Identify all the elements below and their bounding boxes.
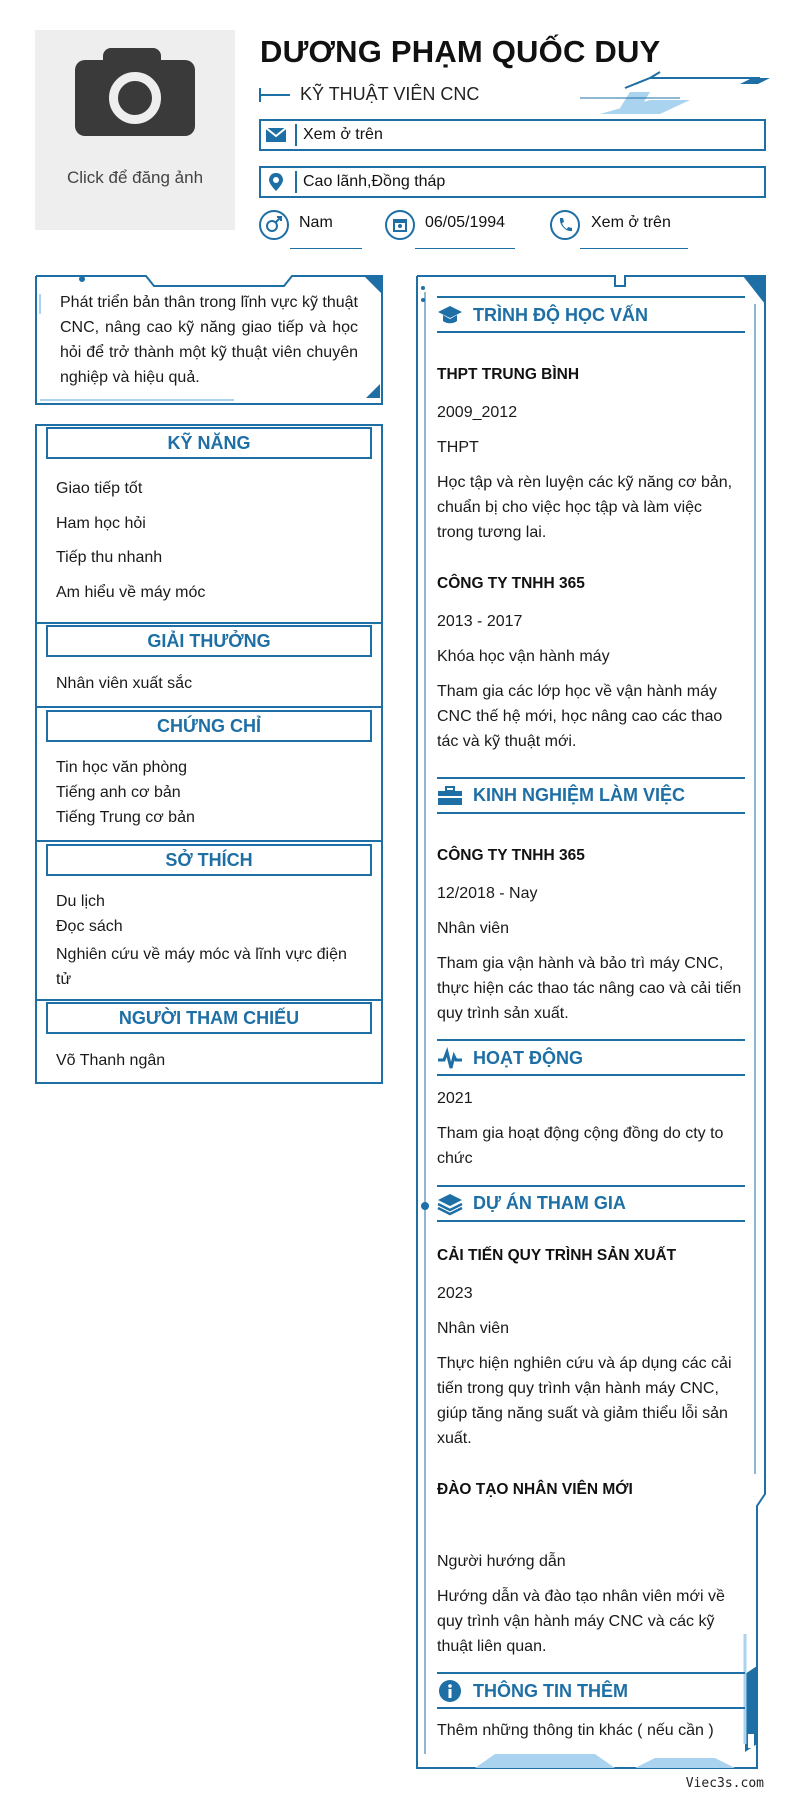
project-name: CẢI TIẾN QUY TRÌNH SẢN XUẤT [437, 1247, 677, 1264]
award-item: Nhân viên xuất sắc [56, 675, 193, 692]
skill-item: Giao tiếp tốt [56, 480, 143, 497]
hobby-item: Nghiên cứu về máy móc và lĩnh vực điện tử [56, 946, 347, 988]
email-value: Xem ở trên [303, 126, 383, 143]
hobby-item: Du lịch [56, 893, 105, 910]
address-value: Cao lãnh,Đồng tháp [303, 173, 446, 190]
experience-title: KINH NGHIỆM LÀM VIỆC [473, 785, 686, 805]
section-divider [35, 999, 383, 1001]
heartbeat-icon [437, 1047, 463, 1071]
hobbies-title: SỞ THÍCH [46, 844, 372, 876]
activity-desc: Tham gia hoạt động cộng đồng do cty to chức [437, 1125, 724, 1167]
certificates-title: CHỨNG CHỈ [46, 710, 372, 742]
education-time: 2009_2012 [437, 404, 518, 421]
education-org: CÔNG TY TNHH 365 [437, 575, 585, 592]
skill-item: Tiếp thu nhanh [56, 549, 163, 566]
layers-icon [437, 1192, 463, 1216]
location-pin-icon [265, 172, 287, 192]
education-org: THPT TRUNG BÌNH [437, 366, 580, 383]
info-icon [437, 1679, 463, 1703]
hobby-item: Đọc sách [56, 918, 123, 935]
skills-title: KỸ NĂNG [46, 427, 372, 459]
experience-time: 12/2018 - Nay [437, 885, 538, 902]
experience-org: CÔNG TY TNHH 365 [437, 847, 585, 864]
circuit-decoration [540, 70, 770, 115]
section-divider [35, 840, 383, 842]
address-field[interactable] [259, 166, 766, 198]
project-desc: Thực hiện nghiên cứu và áp dụng các cải tiến trong quy trình vận hành máy CNC, giúp tăng năng suất và giảm thiểu lỗi sản xuất. [437, 1355, 732, 1447]
footer-brand: Viec3s.com [685, 1776, 764, 1791]
activities-line-top [437, 1039, 745, 1041]
photo-upload[interactable] [35, 30, 235, 230]
experience-line-bottom [437, 812, 745, 814]
experience-position: Nhân viên [437, 920, 510, 937]
education-position: THPT [437, 439, 479, 456]
education-desc: Học tập và rèn luyện các kỹ năng cơ bản, chuẩn bị cho việc học tập và làm việc trong tương lai. [437, 474, 733, 541]
education-time: 2013 - 2017 [437, 613, 523, 630]
projects-title: DỰ ÁN THAM GIA [473, 1193, 626, 1213]
awards-title: GIẢI THƯỞNG [46, 625, 372, 657]
project-role: Nhân viên [437, 1320, 510, 1337]
job-title: KỸ THUẬT VIÊN CNC [300, 84, 480, 104]
field-separator [295, 124, 297, 146]
additional-text: Thêm những thông tin khác ( nếu cần ) [437, 1722, 714, 1739]
project-name: ĐÀO TẠO NHÂN VIÊN MỚI [437, 1481, 633, 1498]
gender-icon [259, 210, 289, 240]
additional-title: THÔNG TIN THÊM [473, 1681, 628, 1701]
projects-line-top [437, 1185, 745, 1187]
activities-title: HOẠT ĐỘNG [473, 1048, 583, 1068]
additional-line-bottom [437, 1707, 745, 1709]
certificate-item: Tin học văn phòng [56, 759, 188, 776]
phone-icon [550, 210, 580, 240]
mail-icon [265, 125, 287, 145]
phone-value: Xem ở trên [591, 214, 671, 231]
experience-line-top [437, 777, 745, 779]
additional-line-top [437, 1672, 745, 1674]
activities-line-bottom [437, 1074, 745, 1076]
project-time: 2023 [437, 1285, 473, 1302]
activity-time: 2021 [437, 1090, 473, 1107]
camera-icon [75, 60, 195, 136]
reference-item: Võ Thanh ngân [56, 1052, 166, 1069]
references-title: NGƯỜI THAM CHIẾU [46, 1002, 372, 1034]
skill-item: Am hiểu về máy móc [56, 584, 206, 601]
section-divider [35, 706, 383, 708]
projects-line-bottom [437, 1220, 745, 1222]
education-desc: Tham gia các lớp học về vận hành máy CNC thế hệ mới, học nâng cao các thao tác và kỹ thuật mới. [437, 683, 723, 750]
section-divider [35, 622, 383, 624]
birthday-value: 06/05/1994 [425, 214, 506, 231]
camera-lens [109, 72, 161, 124]
phone-underline [580, 248, 688, 249]
photo-label: Click để đăng ảnh [66, 168, 204, 187]
email-field[interactable] [259, 119, 766, 151]
certificate-item: Tiếng anh cơ bản [56, 784, 181, 801]
skill-item: Ham học hỏi [56, 515, 146, 532]
education-line-bottom [437, 331, 745, 333]
certificate-item: Tiếng Trung cơ bản [56, 809, 195, 826]
education-position: Khóa học vận hành máy [437, 648, 610, 665]
education-line-top [437, 296, 745, 298]
experience-desc: Tham gia vận hành và bảo trì máy CNC, thực hiện các thao tác nâng cao và cải tiến quy trình sản xuất. [437, 955, 742, 1022]
field-separator [295, 171, 297, 193]
education-title: TRÌNH ĐỘ HỌC VẤN [473, 305, 648, 325]
gender-value: Nam [299, 214, 333, 231]
briefcase-icon [437, 784, 463, 808]
calendar-icon [385, 210, 415, 240]
career-objective: Phát triển bản thân trong lĩnh vực kỹ thuật CNC, nâng cao kỹ năng giao tiếp và học hỏi để trở thành một kỹ thuật viên chuyên nghiệp và hiệu quả. [60, 294, 358, 386]
role-decoration-line [260, 94, 290, 96]
project-desc: Hướng dẫn và đào tạo nhân viên mới về quy trình vận hành máy CNC và các kỹ thuật liên quan. [437, 1588, 725, 1655]
candidate-name: DƯƠNG PHẠM QUỐC DUY [260, 34, 661, 69]
project-role: Người hướng dẫn [437, 1553, 566, 1570]
gender-underline [290, 248, 362, 249]
birthday-underline [415, 248, 515, 249]
graduation-cap-icon [437, 303, 463, 327]
